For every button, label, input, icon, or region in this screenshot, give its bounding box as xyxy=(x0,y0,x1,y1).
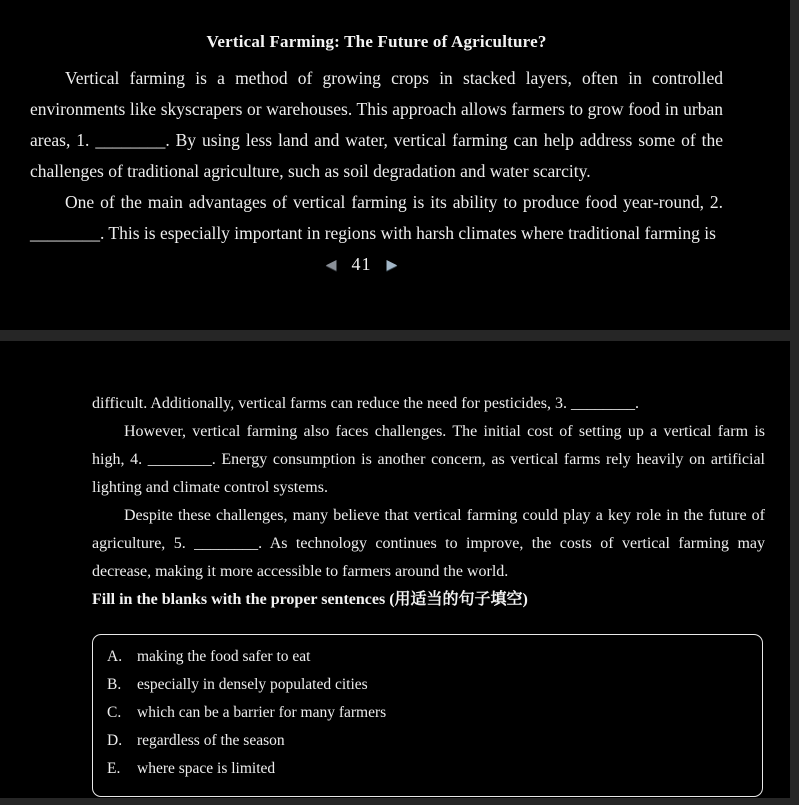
option-b-text: especially in densely populated cities xyxy=(137,676,368,693)
paragraph-4: Despite these challenges, many believe that vertical farming could play a key role in the future of agriculture, 5. ________. As technology continues to improve, the costs of vertical farming may decrease, making it more accessible to farmers around the world. xyxy=(92,507,765,580)
option-a-text: making the food safer to eat xyxy=(137,648,311,665)
option-e-label: E. xyxy=(107,760,121,777)
page-41 xyxy=(0,0,790,330)
option-d-label: D. xyxy=(107,732,123,749)
page-41-content xyxy=(0,0,790,249)
previous-page-button[interactable]: ◀ xyxy=(325,256,337,273)
option-c-label: C. xyxy=(107,704,122,721)
page-42-content xyxy=(0,341,790,797)
option-b xyxy=(107,671,748,699)
option-c-text: which can be a barrier for many farmers xyxy=(137,704,387,721)
answer-options-box xyxy=(92,634,763,797)
option-e xyxy=(107,755,748,783)
next-page-button[interactable]: ▶ xyxy=(386,256,398,273)
page-42 xyxy=(0,341,790,798)
option-e-text: where space is limited xyxy=(137,760,276,777)
paragraph-3: However, vertical farming also faces challenges. The initial cost of setting up a vertical farm is high, 4. ________. Energy consumption is another concern, as vertical farms rely heavily on artificial lighting and climate control systems. xyxy=(92,423,765,496)
paragraph-2: One of the main advantages of vertical farming is its ability to produce food year-round, 2. ________. This is especially important in regions with harsh climates where traditional farming is xyxy=(30,192,723,243)
task-instruction: Fill in the blanks with the proper sentences (用适当的句子填空) xyxy=(92,591,528,608)
option-d-text: regardless of the season xyxy=(137,732,285,749)
paragraph-1: Vertical farming is a method of growing crops in stacked layers, often in controlled environments like skyscrapers or warehouses. This approach allows farmers to grow food in urban areas, 1. ________. By using less land and water, vertical farming can help address some of the challenges of traditional agriculture, such as soil degradation and water scarcity. xyxy=(30,68,723,181)
option-a xyxy=(107,643,748,671)
paragraph-2-continuation: difficult. Additionally, vertical farms can reduce the need for pesticides, 3. ________. xyxy=(92,395,639,412)
option-a-label: A. xyxy=(107,648,123,665)
option-d xyxy=(107,727,748,755)
document-title: Vertical Farming: The Future of Agriculture? xyxy=(206,32,547,51)
page-number: 41 xyxy=(351,254,372,274)
page-navigation xyxy=(0,254,723,275)
option-c xyxy=(107,699,748,727)
option-b-label: B. xyxy=(107,676,122,693)
